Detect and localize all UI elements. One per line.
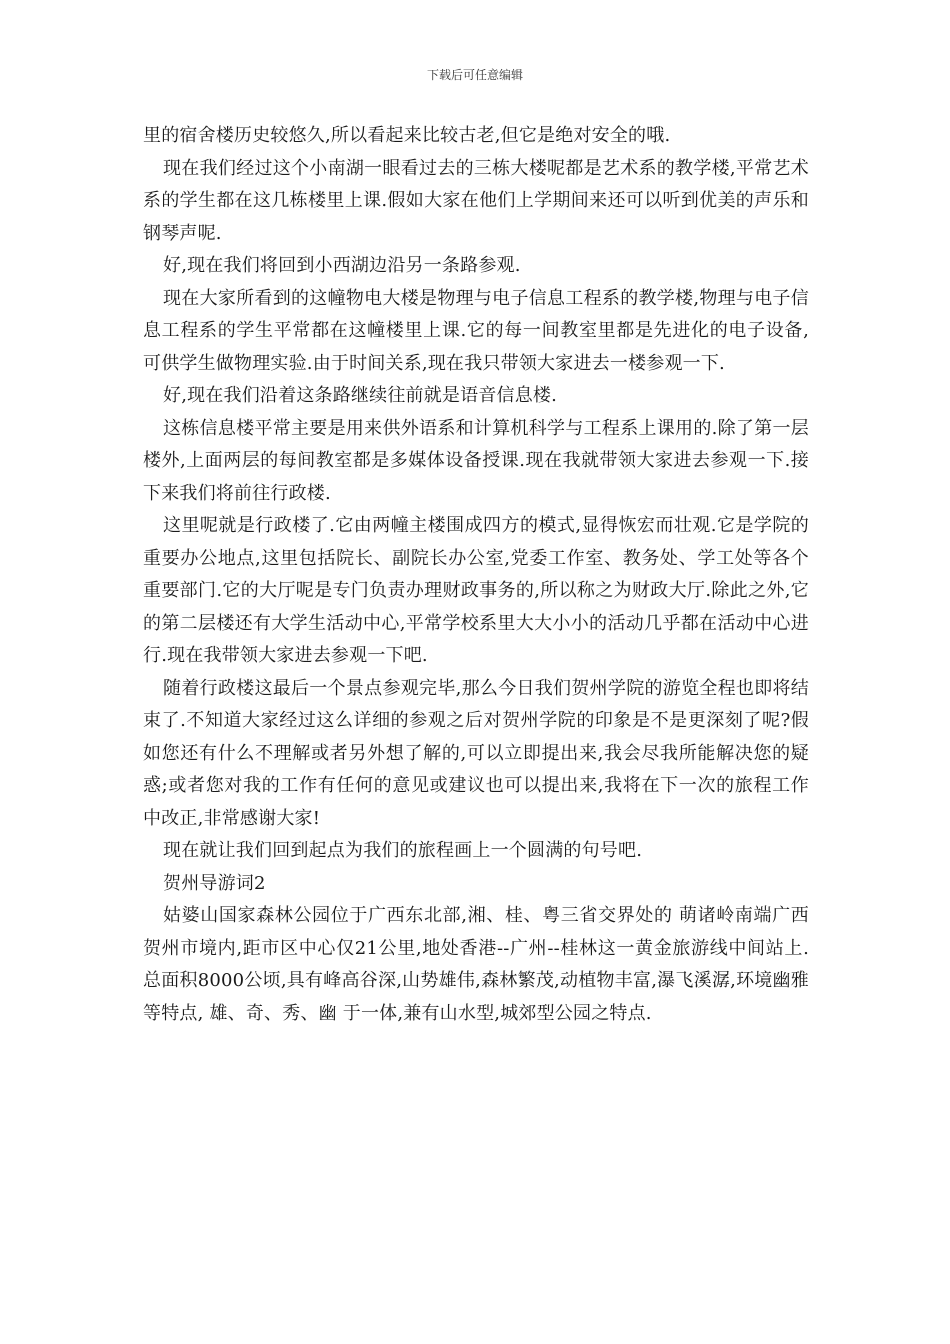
paragraph-3: 好,现在我们将回到小西湖边沿另一条路参观. (163, 255, 521, 276)
paragraph-4: 现在大家所看到的这幢物电大楼是物理与电子信息工程系的教学楼,物理与电子信息工程系的学生平常都在这幢楼里上课.它的每一间教室里都是先进化的电子设备,可供学生做物理实验.由于时间关系,现在我只带领大家进去一楼参观一下. (143, 287, 809, 374)
paragraph-9: 现在就让我们回到起点为我们的旅程画上一个圆满的句号吧. (163, 840, 643, 861)
paragraph-7: 这里呢就是行政楼了.它由两幢主楼围成四方的模式,显得恢宏而壮观.它是学院的重要办公地点,这里包括院长、副院长办公室,党委工作室、教务处、学工处等各个重要部门.它的大厅呢是专门负责办理财政事务的,所以称之为财政大厅.除此之外,它的第二层楼还有大学生活动中心,平常学校系里大大小小的活动几乎都在活动中心进行.现在我带领大家进去参观一下吧. (143, 515, 809, 666)
paragraph-5: 好,现在我们沿着这条路继续往前就是语音信息楼. (163, 385, 558, 406)
paragraph-1: 里的宿舍楼历史较悠久,所以看起来比较古老,但它是绝对安全的哦. (143, 125, 671, 146)
paragraph-8: 随着行政楼这最后一个景点参观完毕,那么今日我们贺州学院的游览全程也即将结束了.不知道大家经过这么详细的参观之后对贺州学院的印象是不是更深刻了呢?假如您还有什么不理解或者另外想了解的,可以立即提出来,我会尽我所能解决您的疑惑;或者您对我的工作有任何的意见或建议也可以提出来,我将在下一次的旅程工作中改正,非常感谢大家! (143, 677, 809, 829)
document-body (143, 120, 809, 1030)
section-heading: 贺州导游词2 (163, 872, 266, 894)
paragraph-10: 姑婆山国家森林公园位于广西东北部,湘、桂、粤三省交界处的 萌诸岭南端广西贺州市境内,距市区中心仅21公里,地处香港--广州--桂林这一黄金旅游线中间站上.总面积8000公顷,具有峰高谷深,山势雄伟,森林繁茂,动植物丰富,瀑飞溪潺,环境幽雅等特点, 雄、奇、秀、幽 于一体,兼有山水型,城郊型公园之特点. (143, 905, 809, 1024)
paragraph-6: 这栋信息楼平常主要是用来供外语系和计算机科学与工程系上课用的.除了第一层楼外,上面两层的每间教室都是多媒体设备授课.现在我就带领大家进去参观一下.接下来我们将前往行政楼. (143, 417, 809, 504)
page-header: 下载后可任意编辑 (426, 68, 523, 82)
paragraph-2: 现在我们经过这个小南湖一眼看过去的三栋大楼呢都是艺术系的教学楼,平常艺术系的学生都在这几栋楼里上课.假如大家在他们上学期间来还可以听到优美的声乐和钢琴声呢. (143, 157, 809, 244)
